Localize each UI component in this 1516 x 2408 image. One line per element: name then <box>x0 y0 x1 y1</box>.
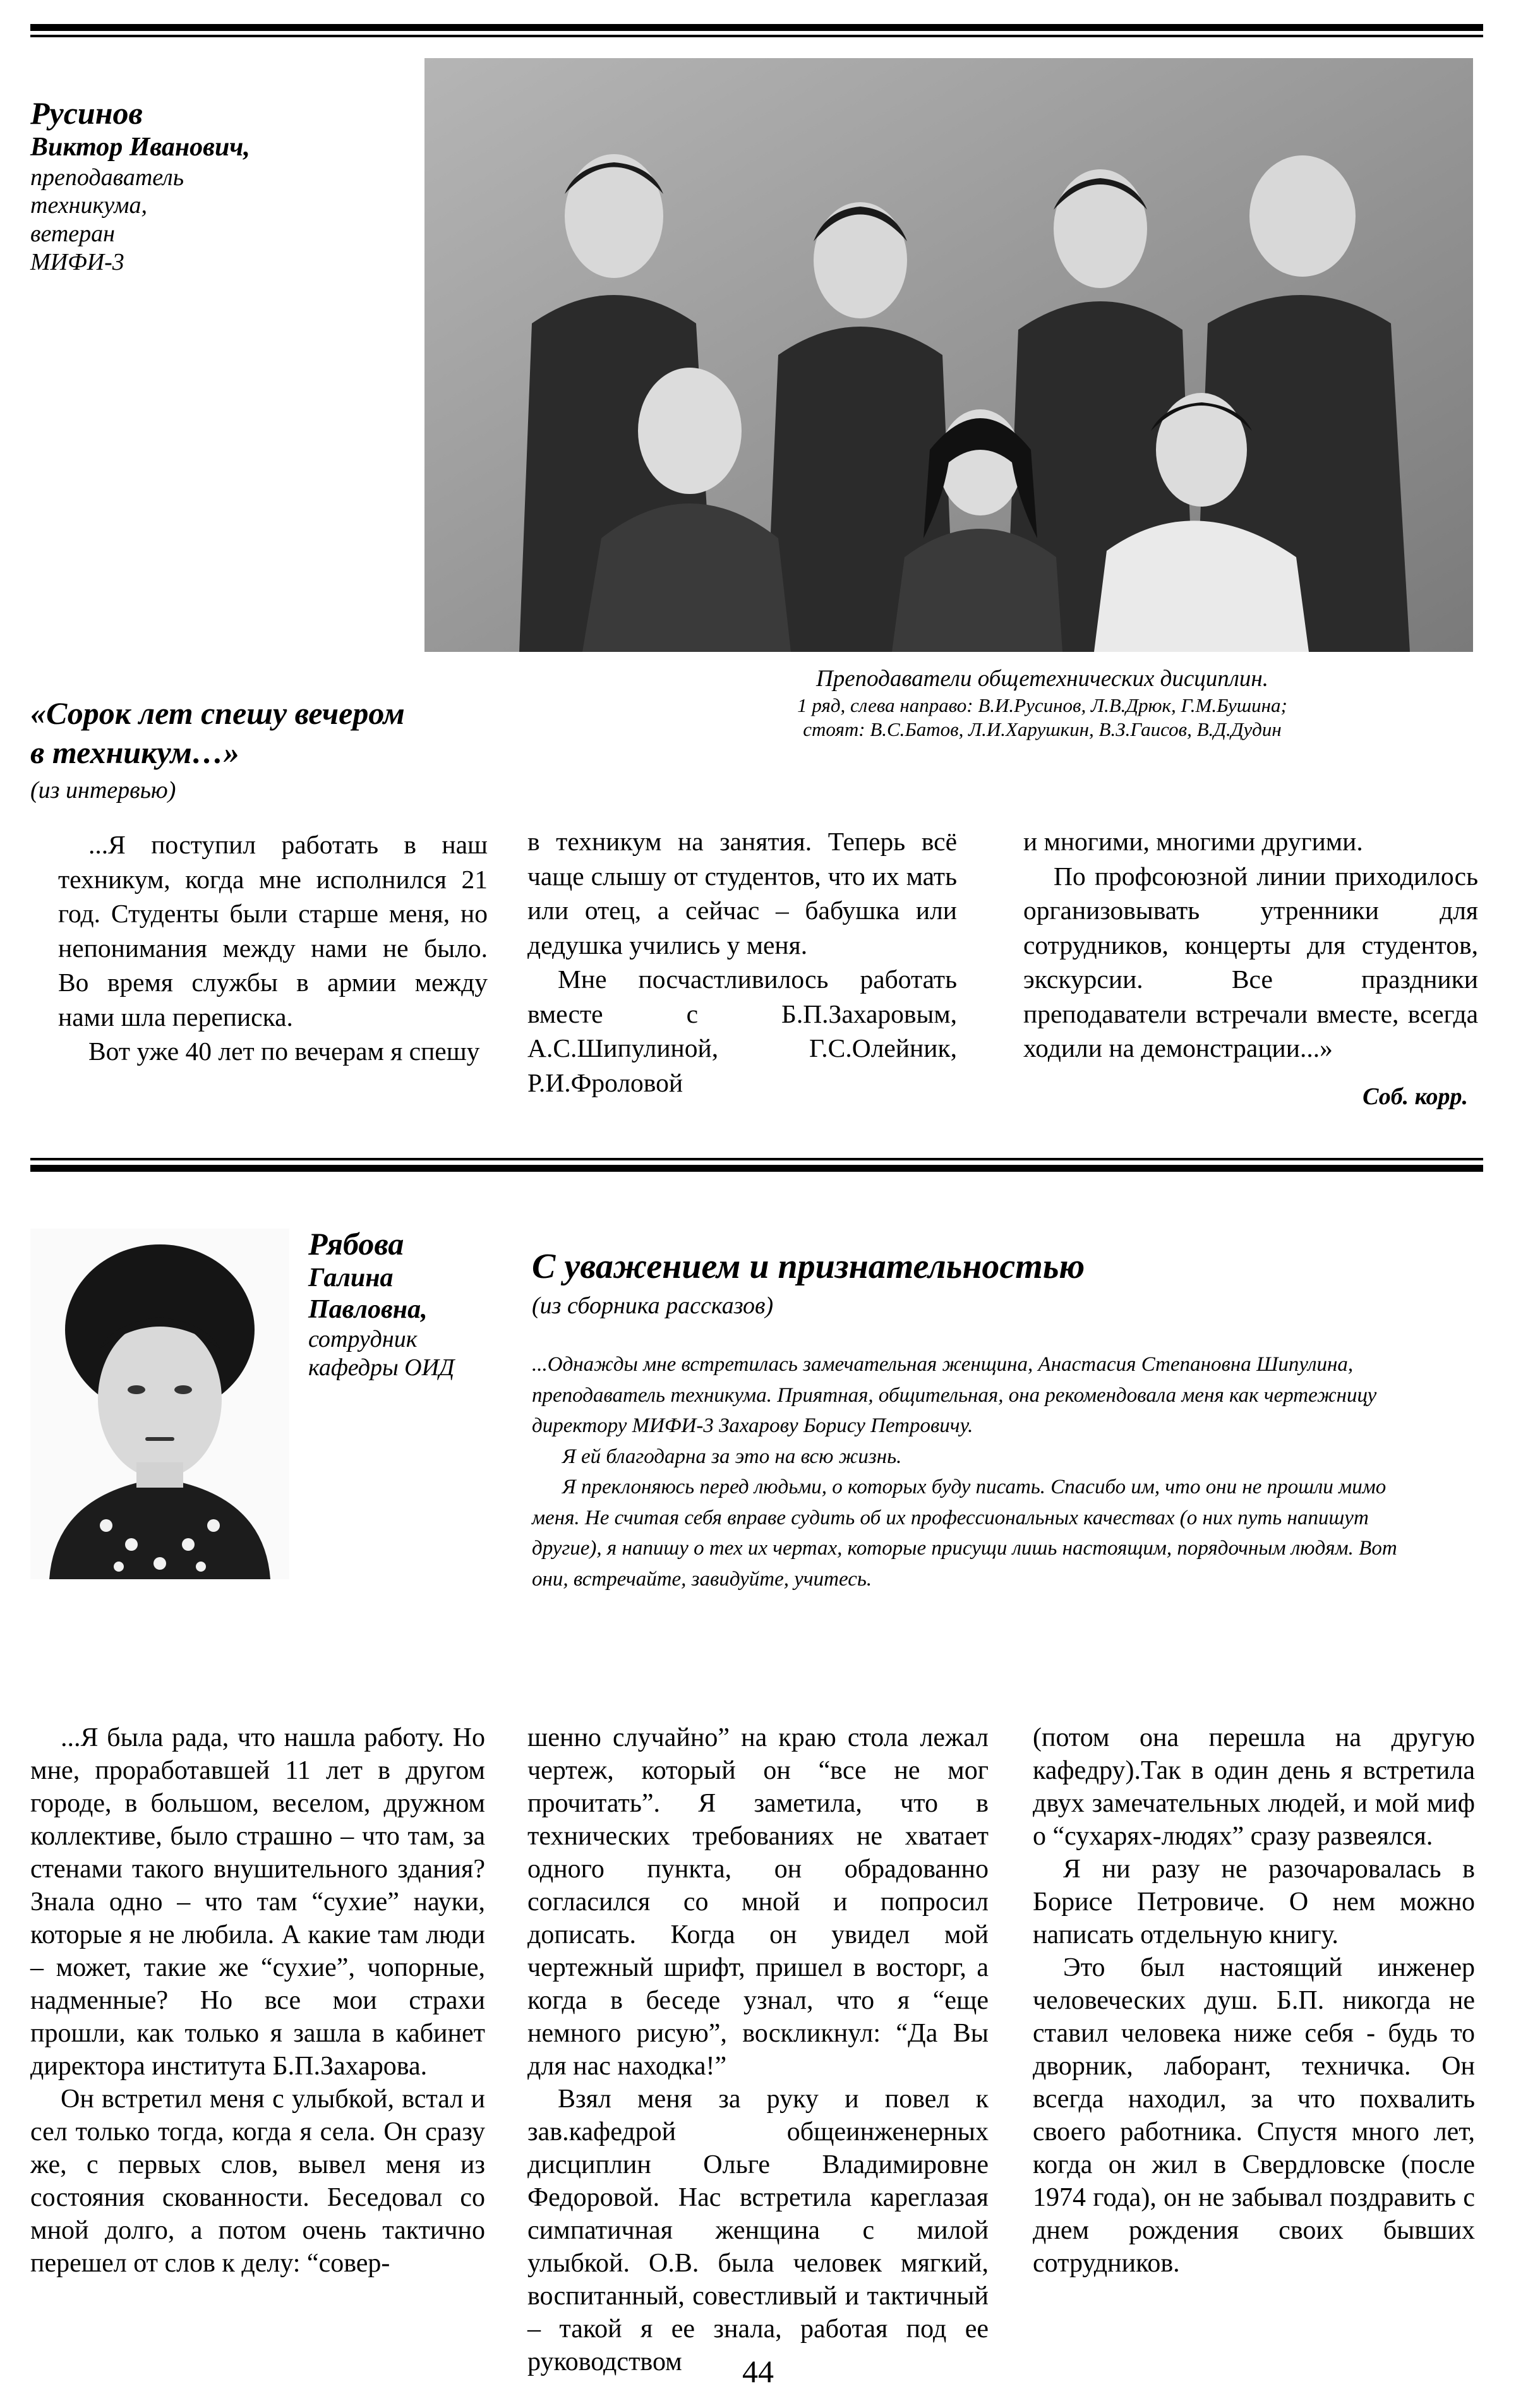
article-1-column-2 <box>527 824 957 1100</box>
portrait-illustration <box>30 1229 289 1579</box>
paragraph: Это был настоящий инженер человеческих душ. Б.П. никогда не ставил человека ниже себя - будь то дворник, лаборант, техничка. Он всегда находил, за что похвалить своего работника. Спустя много лет, когда он жил в Свердловске (после 1974 года), он не забывал поздравить с днем рождения своих бывших сотрудников. <box>1033 1953 1475 2278</box>
paragraph: Я ни разу не разочаровалась в Борисе Петровиче. О нем можно написать отдельную книгу. <box>1033 1855 1475 1949</box>
article-1-headline <box>30 694 668 772</box>
article-2-headline: С уважением и признательностью <box>532 1247 1085 1286</box>
author-role-line: кафедры ОИД <box>308 1354 455 1381</box>
paragraph: По профсоюзной линии приходилось организовывать утренники для сотрудников, концерты для студентов, экскурсии. Все праздники преподаватели встречали вместе, всегда ходили на демонстрации...» <box>1023 861 1478 1063</box>
paragraph: Взял меня за руку и повел к зав.кафедрой общеинженерных дисциплин Ольге Владимировне Федоровой. Нас встретила кареглазая симпатичная женщина с милой улыбкой. О.В. была человек мягкий, воспитанный, совестливый и тактичный – такой я ее знала, работая под ее руководством <box>527 2085 989 2376</box>
article-2-column-3 <box>1033 1721 1475 2280</box>
author-patronymic: Павловна, <box>308 1294 428 1324</box>
photo-caption-title: Преподаватели общетехнических дисциплин. <box>816 666 1268 692</box>
author-role-line: преподаватель <box>30 164 184 191</box>
author-role-line: техникума, <box>30 192 147 219</box>
paragraph: и многими, многими другими. <box>1023 827 1363 856</box>
page-number: 44 <box>742 2354 774 2389</box>
author-surname: Рябова <box>308 1226 404 1261</box>
article-2-intro <box>532 1349 1410 1594</box>
article-1-column-3 <box>1023 824 1478 1066</box>
photo-caption <box>670 665 1415 742</box>
intro-paragraph: ...Однажды мне встретилась замечательная женщина, Анастасия Степановна Шипулина, преподаватель техникума. Приятная, общительная, она рекомендовала меня как чертежницу директору МИФИ-3 Захарову Борису Петровичу. <box>532 1353 1377 1437</box>
paragraph: Вот уже 40 лет по вечерам я спешу <box>88 1037 480 1066</box>
paragraph: в техникум на занятия. Теперь всё чаще слышу от студентов, что их мать или отец, а сейчас – бабушка или дедушка учились у меня. <box>527 827 957 960</box>
paragraph: Он встретил меня с улыбкой, встал и сел только тогда, когда я села. Он сразу же, с первых слов, вывел меня из состояния скованности. Беседовал со мной долго, а потом очень тактично перешел от слов к делу: “совер- <box>30 2085 485 2278</box>
mid-rule-thick <box>30 1165 1483 1172</box>
author-role-line: ветеран <box>30 220 116 248</box>
photo-caption-row2: стоят: В.С.Батов, Л.И.Харушкин, В.З.Гаисов, В.Д.Дудин <box>803 718 1282 740</box>
headline-line: в техникум…» <box>30 735 239 770</box>
mid-rule-thin <box>30 1158 1483 1160</box>
signature: Соб. корр. <box>1363 1083 1468 1110</box>
paragraph: шенно случайно” на краю стола лежал чертеж, который он “все не мог прочитать”. Я заметила, что в технических требованиях не хватает одного пункта, он обрадованно согласился со мной и попросил дописать. Когда он увидел мой чертежный шрифт, пришел в восторг, а когда в беседе узнал, что я “еще немного рисую”, воскликнул: “Да Вы для нас находка!” <box>527 1723 989 2081</box>
author-block-1 <box>30 95 409 277</box>
author-role-line: сотрудник <box>308 1326 418 1353</box>
portrait-photo <box>30 1229 289 1579</box>
author-given-names: Виктор Иванович, <box>30 133 250 162</box>
author-block-2 <box>308 1225 498 1382</box>
author-role-line: МИФИ-3 <box>30 249 124 276</box>
paragraph: ...Я поступил работать в наш техникум, когда мне исполнился 21 год. Студенты были старше меня, но непонимания между нами не было. Во время службы в армии между нами шла переписка. <box>58 830 488 1032</box>
author-surname: Русинов <box>30 95 143 131</box>
article-1-source: (из интервью) <box>30 777 176 804</box>
group-photo <box>424 58 1473 652</box>
paragraph: ...Я была рада, что нашла работу. Но мне, проработавшей 11 лет в другом городе, в большом, веселом, дружном коллективе, было страшно – что там, за стенами такого внушительного здания? Знала одно – что там “сухие” науки, которые я не любила. А какие там люди – может, такие же “сухие”, чопорные, надменные? Но все мои страхи прошли, как только я зашла в кабинет директора института Б.П.Захарова. <box>30 1723 485 2081</box>
paragraph: (потом она перешла на другую кафедру).Так в один день я встретила двух замечательных людей, и мой миф о “сухарях-людях” сразу развеялся. <box>1033 1723 1475 1851</box>
article-1-column-1 <box>58 828 488 1069</box>
top-rule-thin <box>30 35 1483 37</box>
article-2-source: (из сборника рассказов) <box>532 1292 774 1319</box>
headline-line: «Сорок лет спешу вечером <box>30 695 405 731</box>
article-2-column-1 <box>30 1721 485 2280</box>
intro-paragraph: Я ей благодарна за это на всю жизнь. <box>562 1445 902 1468</box>
article-2-column-2 <box>527 1721 989 2378</box>
group-photo-illustration <box>424 58 1473 652</box>
photo-caption-row1: 1 ряд, слева направо: В.И.Русинов, Л.В.Дрюк, Г.М.Бушина; <box>797 694 1287 716</box>
top-rule-thick <box>30 24 1483 31</box>
paragraph: Мне посчастливилось работать вместе с Б.П.Захаровым, А.С.Шипулиной, Г.С.Олейник, Р.И.Фроловой <box>527 965 957 1097</box>
intro-paragraph: Я преклоняюсь перед людьми, о которых буду писать. Спасибо им, что они не прошли мимо меня. Не считая себя вправе судить об их профессиональных качествах (о них путь напишут другие), я напишу о тех их чертах, которые присущи лишь настоящим, порядочным людям. Вот они, встречайте, завидуйте, учитесь. <box>532 1476 1397 1591</box>
author-given-name: Галина <box>308 1263 394 1292</box>
